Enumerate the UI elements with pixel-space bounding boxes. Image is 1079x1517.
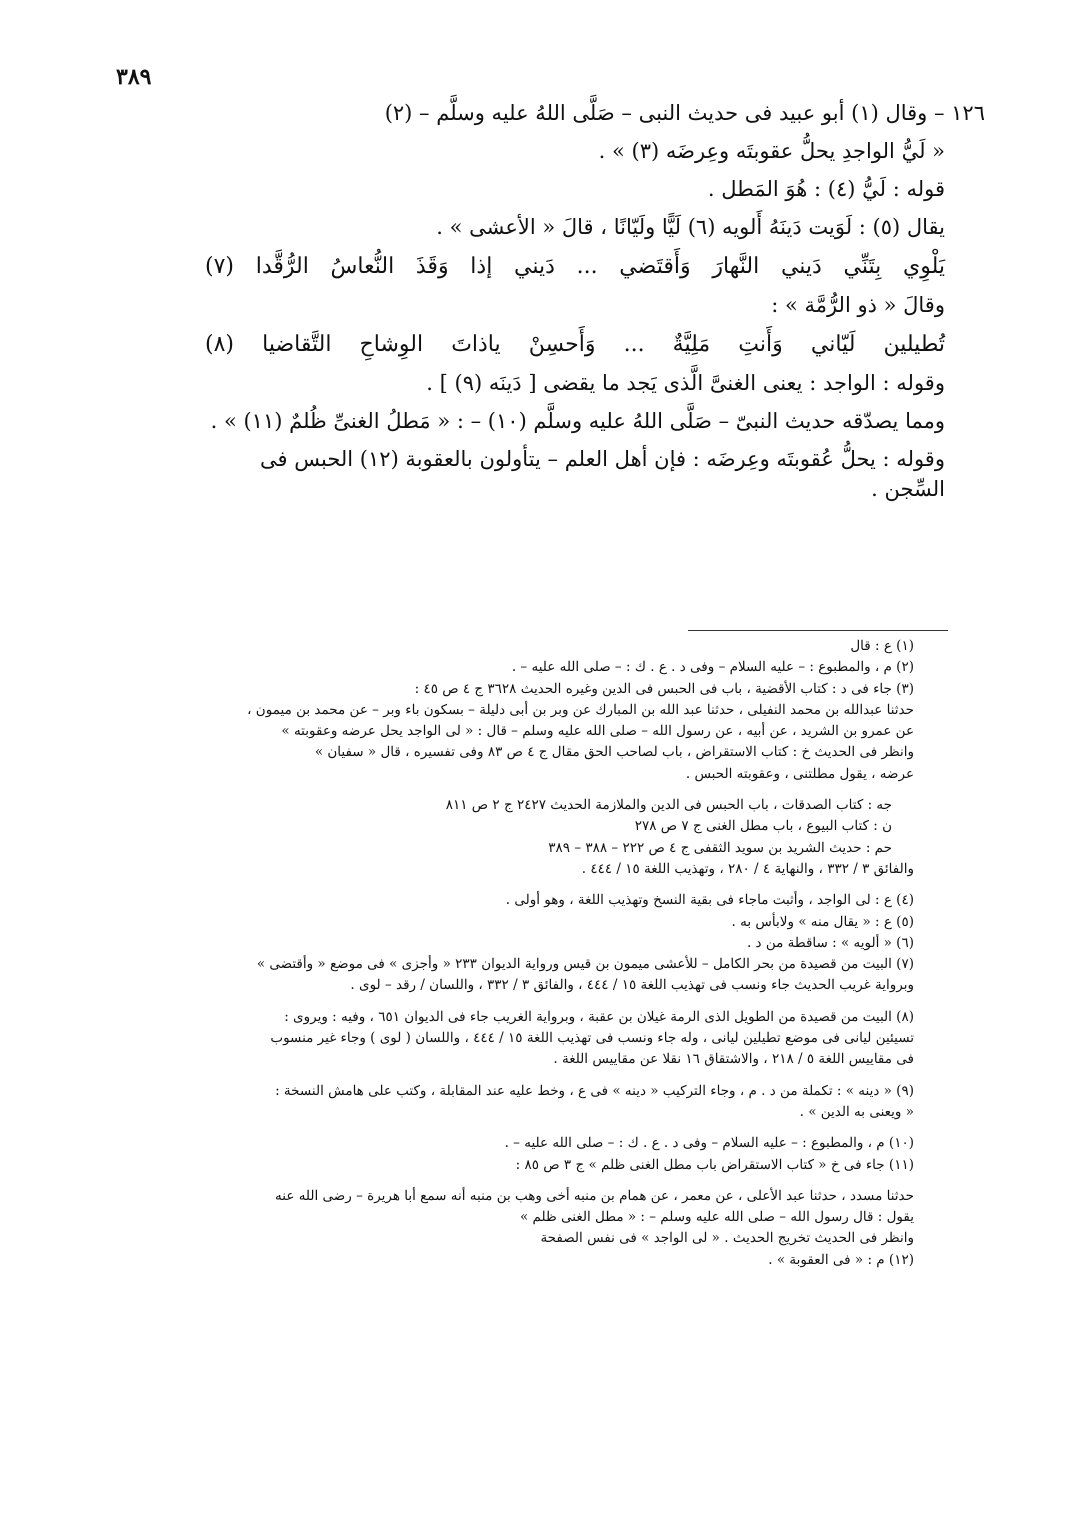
- page-number: ٣٨٩: [116, 64, 152, 90]
- footnote-line: (٢) م ، والمطبوع : – عليه السلام – وفى د . ع . ك : – صلى الله عليه – .: [511, 659, 914, 676]
- footnote-line: حدثنا عبدالله بن محمد النفيلى ، حدثنا عبد الله بن المبارك عن وبر بن أبى دليلة – بسكون باء وبر – عن محمد بن ميمون ،: [247, 701, 914, 718]
- footnote-line: (٣) جاء فى د : كتاب الأقضية ، باب فى الحبس فى الدين وغيره الحديث ٣٦٢٨ ج ٤ ص ٤٥ :: [414, 680, 914, 697]
- main-line: وقالَ « ذو الرُّمَّة » :: [771, 293, 945, 317]
- footnote-line: فى مقاييس اللغة ٥ / ٢١٨ ، والاشتقاق ١٦ نقلا عن مقاييس اللغة .: [553, 1051, 914, 1068]
- footnote-line: « ويعنى به الدين » .: [799, 1103, 914, 1120]
- footnote-line: حم : حديث الشريد بن سويد الثقفى ج ٤ ص ٢٢٢ – ٣٨٨ – ٣٨٩: [548, 839, 892, 856]
- main-text: [205, 98, 985, 504]
- footnotes: [118, 636, 914, 1271]
- main-line: السِّجن .: [871, 477, 945, 501]
- main-line: قوله : لَيُّ (٤) : هُوَ المَطل .: [707, 177, 945, 201]
- footnote-line: حدثنا مسدد ، حدثنا عبد الأعلى ، عن معمر ، عن همام بن منبه أخى وهب بن منبه أنه سمع أبا هريرة – رضى الله عنه: [275, 1187, 914, 1204]
- footnote-line: والفائق ٣ / ٣٣٢ ، والنهاية ٤ / ٢٨٠ ، وتهذيب اللغة ١٥ / ٤٤٤ .: [581, 860, 914, 877]
- footnote-line: (١٢) م : « فى العقوبة » .: [768, 1251, 914, 1268]
- footnote-separator: [688, 630, 948, 631]
- footnote-line: تسيئين ليانى فى موضع تطيلين ليانى ، وله جاء ونسب فى تهذيب اللغة ١٥ / ٤٤٤ ، واللسان ( لوى ) وجاء غير منسوب: [270, 1030, 914, 1047]
- poem-verse-al-asha: يَلْوِي بِتَنِّي دَيني النَّهارَ وَأَقتَضي ... دَيني إذا وَقَذَ النُّعاسُ الرُّقَّدا (٧): [205, 254, 945, 279]
- footnote-line: (٦) « ألويه » : ساقطة من د .: [746, 934, 914, 951]
- footnote-line: عرضه ، يقول مطلتنى ، وعقوبته الحبس .: [685, 765, 914, 782]
- main-line: يقال (٥) : لَوَيت دَينَهُ أَلويه (٦) لَيًّا ولَيّانًا ، قالَ « الأعشى » .: [436, 215, 945, 239]
- footnote-line: ن : كتاب البيوع ، باب مطل الغنى ج ٧ ص ٢٧٨: [634, 818, 892, 835]
- main-line: وقوله : يحلُّ عُقوبتَه وعِرضَه : فإن أهل العلم – يتأولون بالعقوبة (١٢) الحبس فى: [260, 447, 945, 471]
- footnote-line: وانظر فى الحديث تخريج الحديث . « لى الواجد » فى نفس الصفحة: [540, 1230, 914, 1247]
- main-line: ومما يصدّقه حديث النبىّ – صَلَّى اللهُ عليه وسلَّم (١٠) – : « مَطلُ الغنىِّ ظُلمٌ (١١) » .: [210, 409, 945, 433]
- footnote-line: (١) ع : قال: [850, 638, 914, 654]
- main-line: « لَيُّ الواجدِ يحلُّ عقوبتَه وعِرضَه (٣) » .: [598, 139, 945, 163]
- footnote-line: جه : كتاب الصدقات ، باب الحبس فى الدين والملازمة الحديث ٢٤٢٧ ج ٢ ص ٨١١: [445, 797, 892, 814]
- footnote-line: (٨) البيت من قصيدة من الطويل الذى الرمة غيلان بن عقبة ، وبرواية الغريب جاء فى الديوان ٦٥١ ، وفيه : ويروى :: [284, 1008, 914, 1025]
- footnote-line: عن عمرو بن الشريد ، عن أبيه ، عن رسول الله – صلى الله عليه وسلم – قال : « لى الواجد يحل عرضه وعقوبته »: [281, 723, 914, 740]
- footnote-line: (١١) جاء فى خ « كتاب الاستقراض باب مطل الغنى ظلم » ج ٣ ص ٨٥ :: [515, 1156, 914, 1173]
- footnote-line: وانظر فى الحديث خ : كتاب الاستقراض ، باب لصاحب الحق مقال ج ٤ ص ٨٣ وفى تفسيره ، قال « سفيان »: [314, 744, 914, 761]
- footnote-line: (٤) ع : لى الواجد ، وأثبت ماجاء فى بقية النسخ وتهذيب اللغة ، وهو أولى .: [505, 892, 914, 909]
- footnote-line: (٩) « دينه » : تكملة من د . م ، وجاء التركيب « دينه » فى ع ، وخط عليه عند المقابلة ، وكتب على هامش النسخة :: [275, 1082, 914, 1099]
- footnote-line: يقول : قال رسول الله – صلى الله عليه وسلم – : « مطل الغنى ظلم »: [519, 1209, 914, 1226]
- footnote-line: (٧) البيت من قصيدة من بحر الكامل – للأعشى ميمون بن قيس ورواية الديوان ٢٣٣ « وأجزى » فى موضع « وأقتضى »: [256, 956, 914, 973]
- poem-verse-dhu-al-rumma: تُطيلين لَيّاني وَأَنتِ مَلِيَّةٌ ... وَأَحسِنْ ياذاتَ الوِشاحِ التَّقاضيا (٨): [205, 332, 945, 357]
- main-line: وقوله : الواجد : يعنى الغنىَّ الَّذى يَجد ما يقضى [ دَينَه (٩) ] .: [426, 371, 945, 395]
- footnote-line: (١٠) م ، والمطبوع : – عليه السلام – وفى د . ع . ك : – صلى الله عليه – .: [504, 1135, 914, 1152]
- main-line: ١٢٦ – وقال (١) أبو عبيد فى حديث النبى – صَلَّى اللهُ عليه وسلَّم – (٢): [384, 101, 985, 125]
- footnote-line: (٥) ع : « يقال منه » ولابأس به .: [731, 913, 914, 930]
- footnote-line: وبرواية غريب الحديث جاء ونسب فى تهذيب اللغة ١٥ / ٤٤٤ ، والفائق ٣ / ٣٣٢ ، واللسان / رقد – لوى .: [350, 977, 914, 994]
